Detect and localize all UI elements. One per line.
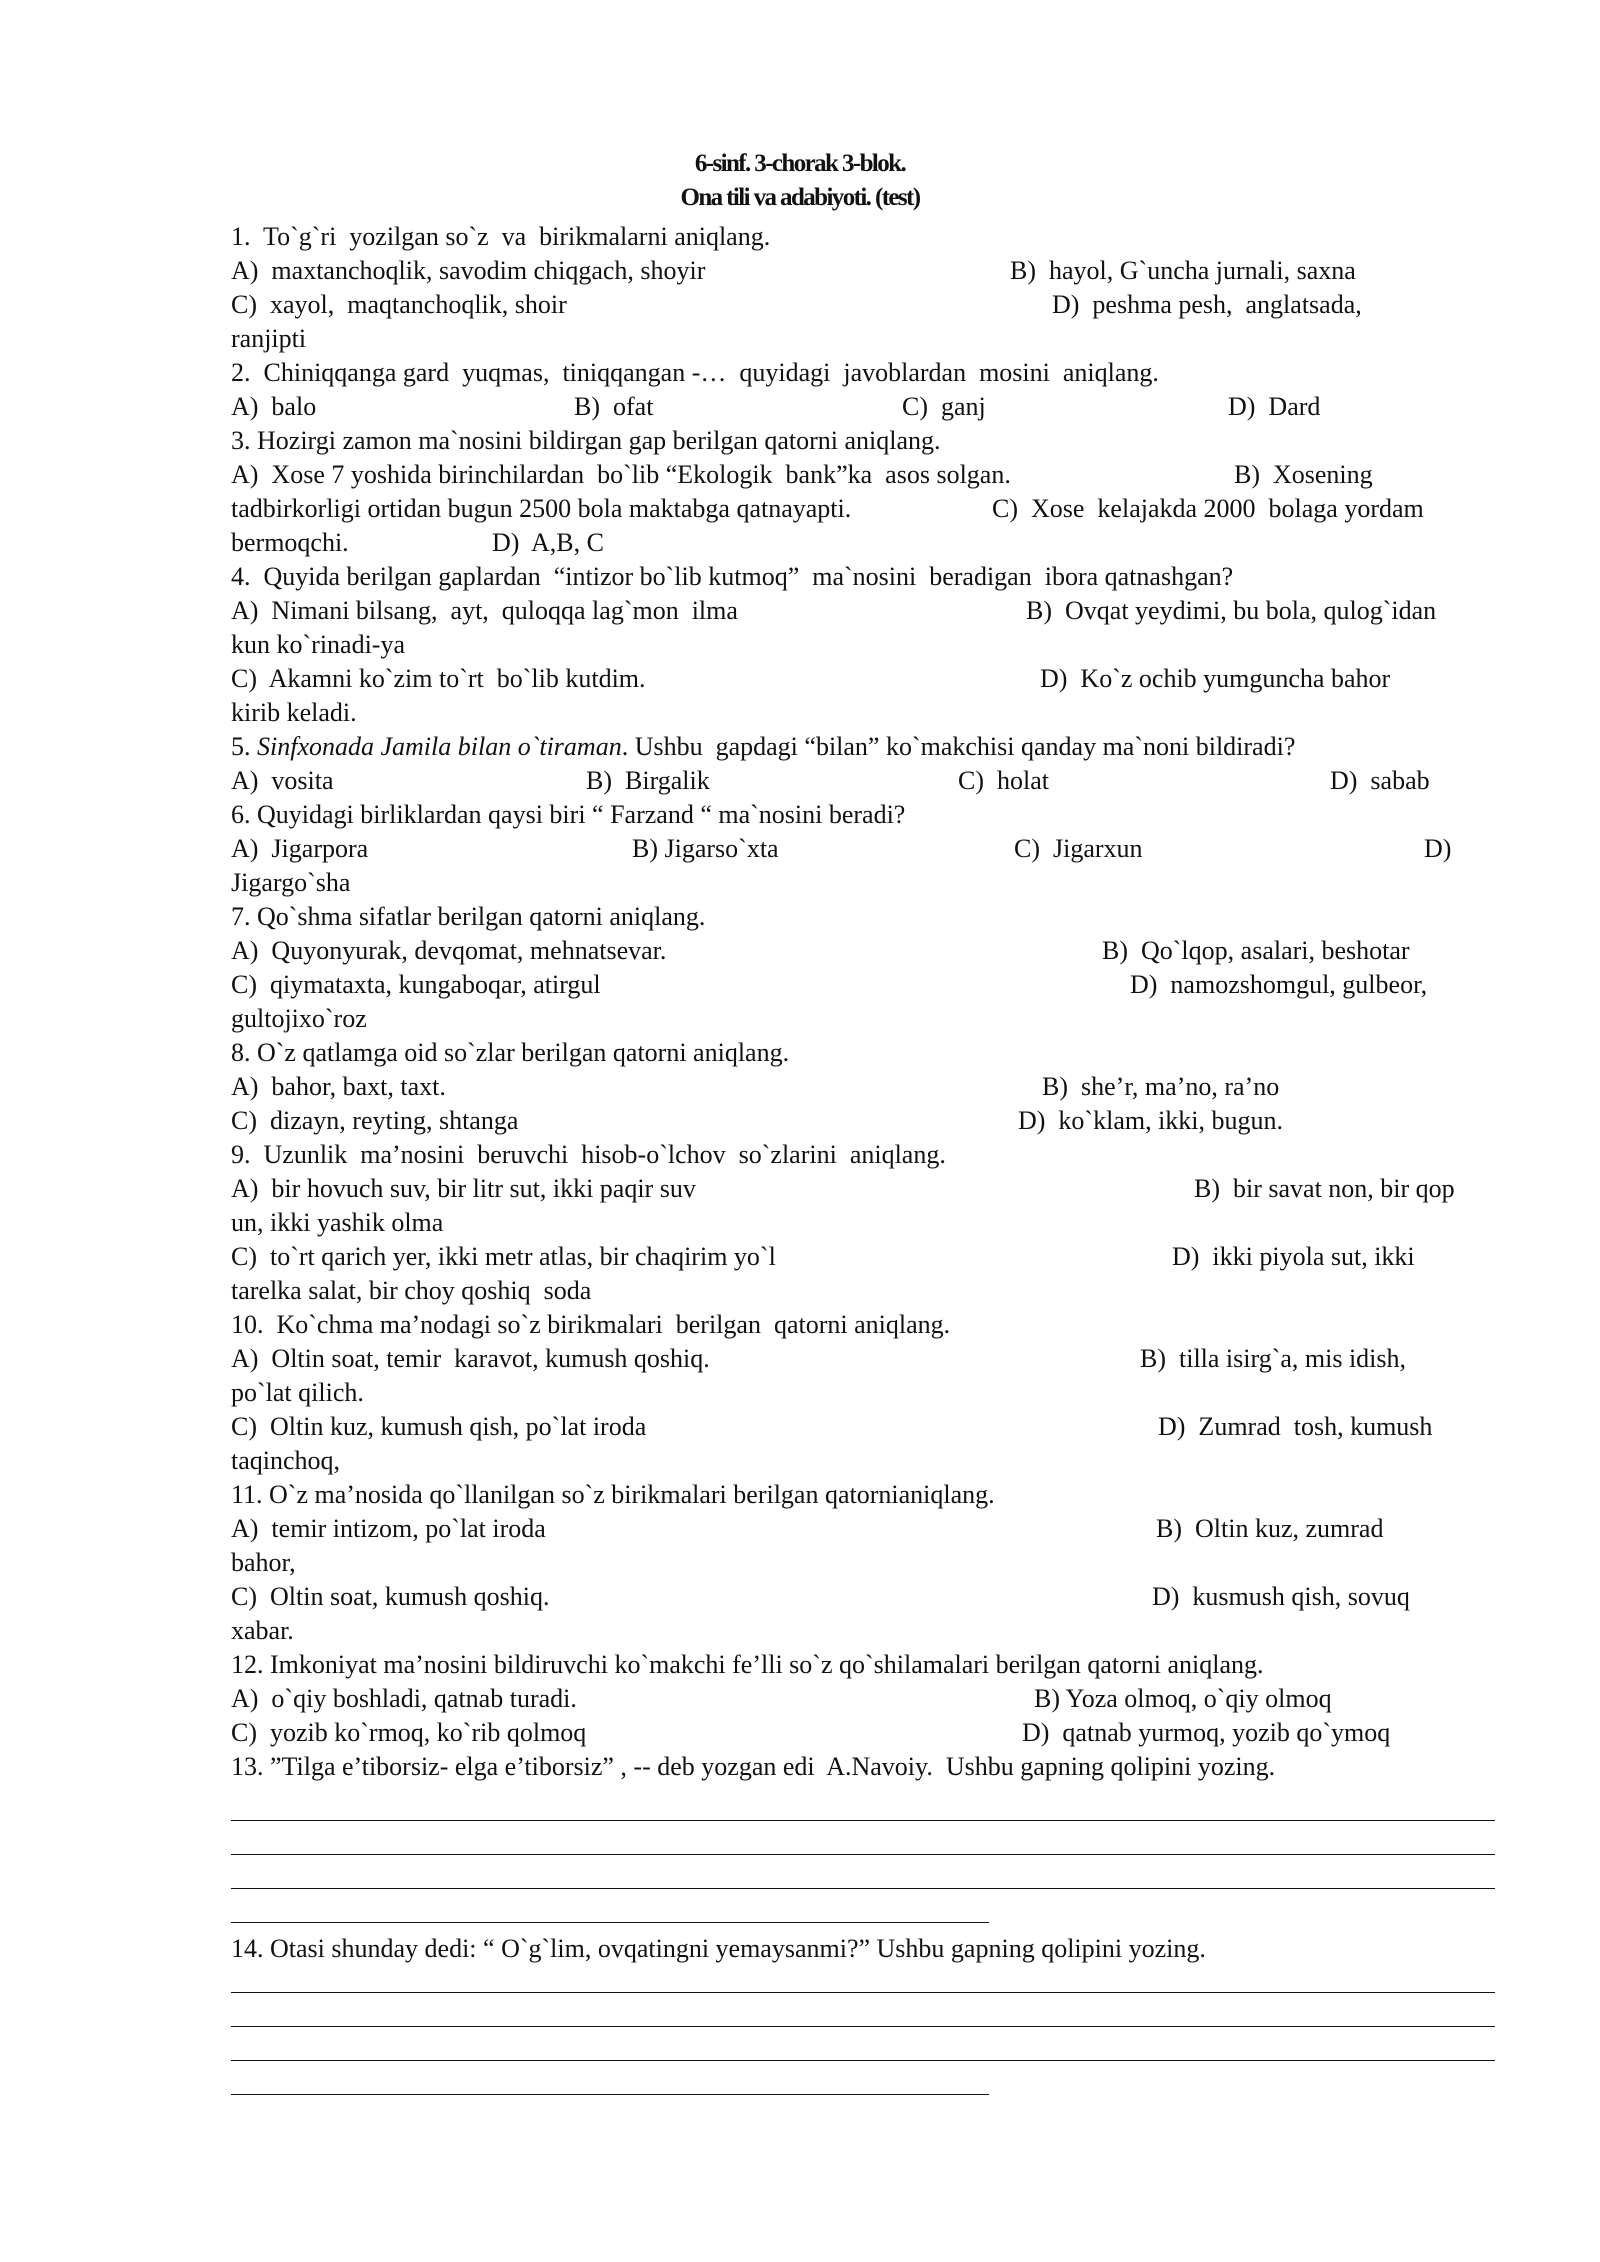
q9-option-c[interactable]: C) to`rt qarich yer, ikki metr atlas, bir chaqirim yo`l bbox=[231, 1242, 776, 1271]
q12-option-d[interactable]: D) qatnab yurmoq, yozib qo`ymoq bbox=[1022, 1718, 1391, 1747]
q7-option-b[interactable]: B) Qo`lqop, asalari, beshotar bbox=[1102, 936, 1410, 965]
q5-prefix: 5. bbox=[231, 732, 257, 761]
q2-option-d[interactable]: D) Dard bbox=[1228, 392, 1321, 421]
q10-option-d-cont: taqinchoq, bbox=[231, 1446, 341, 1475]
q4-option-b-cont: kun ko`rinadi-ya bbox=[231, 630, 406, 659]
q11-option-a[interactable]: A) temir intizom, po`lat iroda bbox=[231, 1514, 546, 1543]
q3-option-c[interactable]: C) Xose kelajakda 2000 bolaga yordam bbox=[992, 494, 1424, 523]
q2-option-b[interactable]: B) ofat bbox=[574, 392, 654, 421]
q10-option-b-cont: po`lat qilich. bbox=[231, 1378, 364, 1407]
q9-option-b[interactable]: B) bir savat non, bir qop bbox=[1194, 1174, 1455, 1203]
q8-option-a[interactable]: A) bahor, baxt, taxt. bbox=[231, 1072, 446, 1101]
q5-italic-sentence: Sinfxonada Jamila bilan o`tiraman bbox=[257, 732, 622, 761]
q3-option-d[interactable]: D) A,B, C bbox=[492, 528, 604, 557]
q13-answer-line-1[interactable] bbox=[231, 1820, 1495, 1821]
question-7: 7. Qo`shma sifatlar berilgan qatorni aniqlang. bbox=[231, 902, 706, 931]
q5-option-a[interactable]: A) vosita bbox=[231, 766, 334, 795]
question-2: 2. Chiniqqanga gard yuqmas, tiniqqangan -… quyidagi javoblardan mosini aniqlang. bbox=[231, 358, 1159, 387]
q12-option-c[interactable]: C) yozib ko`rmoq, ko`rib qolmoq bbox=[231, 1718, 587, 1747]
question-5 bbox=[231, 734, 1295, 760]
q7-option-a[interactable]: A) Quyonyurak, devqomat, mehnatsevar. bbox=[231, 936, 667, 965]
q9-option-b-cont: un, ikki yashik olma bbox=[231, 1208, 444, 1237]
question-12: 12. Imkoniyat ma’nosini bildiruvchi ko`makchi fe’lli so`z qo`shilamalari berilgan qatorni aniqlang. bbox=[231, 1650, 1264, 1679]
q2-option-a[interactable]: A) balo bbox=[231, 392, 317, 421]
question-10: 10. Ko`chma ma’nodagi so`z birikmalari berilgan qatorni aniqlang. bbox=[231, 1310, 951, 1339]
q8-option-c[interactable]: C) dizayn, reyting, shtanga bbox=[231, 1106, 519, 1135]
q9-option-a[interactable]: A) bir hovuch suv, bir litr sut, ikki paqir suv bbox=[231, 1174, 696, 1203]
q6-option-a[interactable]: A) Jigarpora bbox=[231, 834, 369, 863]
question-6: 6. Quyidagi birliklardan qaysi biri “ Farzand “ ma`nosini beradi? bbox=[231, 800, 906, 829]
q1-option-d[interactable]: D) peshma pesh, anglatsada, bbox=[1052, 290, 1362, 319]
q6-option-d[interactable]: D) bbox=[1424, 834, 1452, 863]
question-4: 4. Quyida berilgan gaplardan “intizor bo`lib kutmoq” ma`nosini beradigan ibora qatnashgan? bbox=[231, 562, 1234, 591]
q4-option-a[interactable]: A) Nimani bilsang, ayt, quloqqa lag`mon ilma bbox=[231, 596, 738, 625]
q12-option-b[interactable]: B) Yoza olmoq, o`qiy olmoq bbox=[1034, 1684, 1332, 1713]
q10-option-d[interactable]: D) Zumrad tosh, kumush bbox=[1158, 1412, 1433, 1441]
q7-option-d-cont: gultojixo`roz bbox=[231, 1004, 367, 1033]
q5-option-c[interactable]: C) holat bbox=[958, 766, 1049, 795]
title-line-2: Ona tili va adabiyoti. (test) bbox=[680, 184, 920, 211]
q11-option-d[interactable]: D) kusmush qish, sovuq bbox=[1152, 1582, 1410, 1611]
q14-answer-line-2[interactable] bbox=[231, 2026, 1495, 2027]
q4-option-b[interactable]: B) Ovqat yeydimi, bu bola, qulog`idan bbox=[1026, 596, 1437, 625]
q1-option-d-cont: ranjipti bbox=[231, 324, 307, 353]
q5-option-b[interactable]: B) Birgalik bbox=[586, 766, 710, 795]
question-1: 1. To`g`ri yozilgan so`z va birikmalarni aniqlang. bbox=[231, 222, 771, 251]
q2-option-c[interactable]: C) ganj bbox=[902, 392, 986, 421]
q4-option-d-cont: kirib keladi. bbox=[231, 698, 357, 727]
q8-option-d[interactable]: D) ko`klam, ikki, bugun. bbox=[1018, 1106, 1284, 1135]
q11-option-d-cont: xabar. bbox=[231, 1616, 294, 1645]
q5-option-d[interactable]: D) sabab bbox=[1330, 766, 1430, 795]
question-11: 11. O`z ma’nosida qo`llanilgan so`z birikmalari berilgan qatornianiqlang. bbox=[231, 1480, 995, 1509]
q10-option-b[interactable]: B) tilla isirg`a, mis idish, bbox=[1140, 1344, 1407, 1373]
q3-option-c-cont: bermoqchi. bbox=[231, 528, 349, 557]
question-8: 8. O`z qatlamga oid so`zlar berilgan qatorni aniqlang. bbox=[231, 1038, 790, 1067]
q14-answer-line-1[interactable] bbox=[231, 1992, 1495, 1993]
q5-rest: . Ushbu gapdagi “bilan” ko`makchisi qanday ma`noni bildiradi? bbox=[621, 732, 1296, 761]
question-3: 3. Hozirgi zamon ma`nosini bildirgan gap berilgan qatorni aniqlang. bbox=[231, 426, 941, 455]
q4-option-d[interactable]: D) Ko`z ochib yumguncha bahor bbox=[1040, 664, 1391, 693]
question-14: 14. Otasi shunday dedi: “ O`g`lim, ovqatingni yemaysanmi?” Ushbu gapning qolipini yozing. bbox=[231, 1934, 1206, 1963]
q7-option-c[interactable]: C) qiymataxta, kungaboqar, atirgul bbox=[231, 970, 601, 999]
q1-option-a[interactable]: A) maxtanchoqlik, savodim chiqgach, shoyir bbox=[231, 256, 706, 285]
q11-option-b[interactable]: B) Oltin kuz, zumrad bbox=[1156, 1514, 1384, 1543]
q13-answer-line-3[interactable] bbox=[231, 1888, 1495, 1889]
q10-option-a[interactable]: A) Oltin soat, temir karavot, kumush qoshiq. bbox=[231, 1344, 710, 1373]
q6-option-c[interactable]: C) Jigarxun bbox=[1014, 834, 1143, 863]
q6-option-d-cont: Jigargo`sha bbox=[231, 868, 351, 897]
q11-option-c[interactable]: C) Oltin soat, kumush qoshiq. bbox=[231, 1582, 550, 1611]
q6-option-b[interactable]: B) Jigarso`xta bbox=[632, 834, 779, 863]
question-13: 13. ”Tilga e’tiborsiz- elga e’tiborsiz” , -- deb yozgan edi A.Navoiy. Ushbu gapning qolipini yozing. bbox=[231, 1752, 1276, 1781]
q1-option-b[interactable]: B) hayol, G`uncha jurnali, saxna bbox=[1010, 256, 1356, 285]
q1-option-c[interactable]: C) xayol, maqtanchoqlik, shoir bbox=[231, 290, 567, 319]
title-line-1: 6-sinf. 3-chorak 3-blok. bbox=[694, 150, 906, 177]
q4-option-c[interactable]: C) Akamni ko`zim to`rt bo`lib kutdim. bbox=[231, 664, 646, 693]
q10-option-c[interactable]: C) Oltin kuz, kumush qish, po`lat iroda bbox=[231, 1412, 647, 1441]
q7-option-d[interactable]: D) namozshomgul, gulbeor, bbox=[1130, 970, 1428, 999]
q11-option-b-cont: bahor, bbox=[231, 1548, 296, 1577]
q8-option-b[interactable]: B) she’r, ma’no, ra’no bbox=[1042, 1072, 1280, 1101]
q14-answer-line-4[interactable] bbox=[231, 2094, 989, 2095]
question-9: 9. Uzunlik ma’nosini beruvchi hisob-o`lchov so`zlarini aniqlang. bbox=[231, 1140, 946, 1169]
q14-answer-line-3[interactable] bbox=[231, 2060, 1495, 2061]
q13-answer-line-2[interactable] bbox=[231, 1854, 1495, 1855]
q3-option-b[interactable]: B) Xosening bbox=[1234, 460, 1373, 489]
q3-option-a[interactable]: A) Xose 7 yoshida birinchilardan bo`lib “Ekologik bank”ka asos solgan. bbox=[231, 460, 1011, 489]
q13-answer-line-4[interactable] bbox=[231, 1922, 989, 1923]
q3-option-b-cont: tadbirkorligi ortidan bugun 2500 bola maktabga qatnayapti. bbox=[231, 494, 852, 523]
q12-option-a[interactable]: A) o`qiy boshladi, qatnab turadi. bbox=[231, 1684, 577, 1713]
q9-option-d[interactable]: D) ikki piyola sut, ikki bbox=[1172, 1242, 1415, 1271]
q9-option-d-cont: tarelka salat, bir choy qoshiq soda bbox=[231, 1276, 592, 1305]
